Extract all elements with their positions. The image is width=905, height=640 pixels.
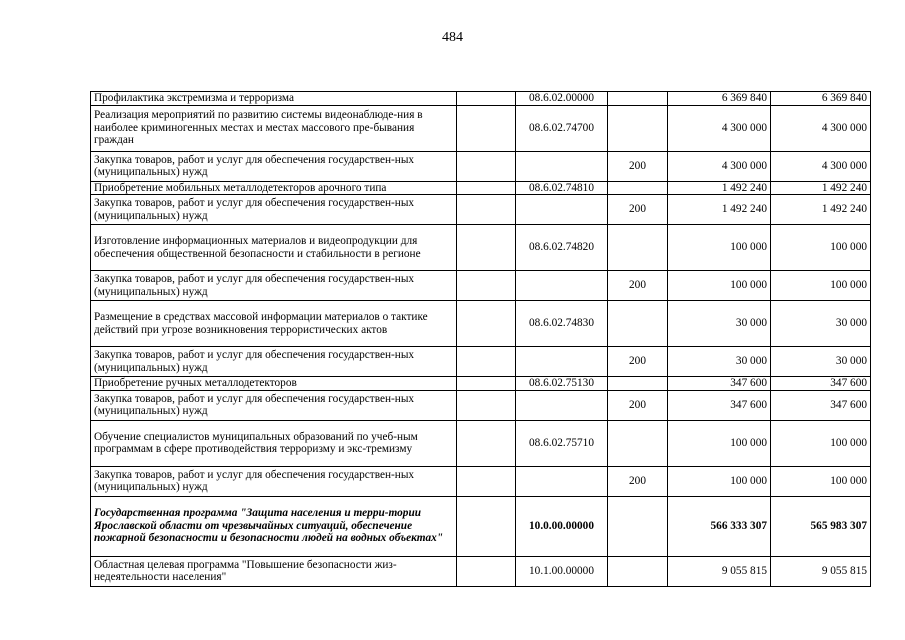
row-expense-type (608, 301, 668, 347)
table-row (91, 92, 871, 106)
row-empty (457, 390, 516, 420)
row-empty (457, 556, 516, 586)
row-name: Областная целевая программа "Повышение безопасности жиз-недеятельности населения" (91, 556, 457, 586)
table-row (91, 390, 871, 420)
row-amount-2: 9 055 815 (771, 556, 871, 586)
table-row (91, 301, 871, 347)
row-name: Обучение специалистов муниципальных образований по учеб-ным программам в сфере противодействия терроризму и экс-тремизму (91, 420, 457, 466)
row-empty (457, 496, 516, 556)
page-number: 484 (442, 30, 463, 45)
row-amount-1: 100 000 (668, 466, 771, 496)
table-row (91, 181, 871, 195)
row-code: 08.6.02.74700 (516, 105, 608, 151)
row-amount-2: 100 000 (771, 466, 871, 496)
row-empty (457, 181, 516, 195)
row-amount-2: 347 600 (771, 390, 871, 420)
row-empty (457, 420, 516, 466)
row-amount-1: 6 369 840 (668, 92, 771, 106)
row-empty (457, 92, 516, 106)
row-amount-1: 566 333 307 (668, 496, 771, 556)
row-code: 10.1.00.00000 (516, 556, 608, 586)
row-amount-1: 347 600 (668, 390, 771, 420)
row-code: 08.6.02.74830 (516, 301, 608, 347)
row-expense-type (608, 105, 668, 151)
row-name: Профилактика экстремизма и терроризма (91, 92, 457, 106)
row-empty (457, 301, 516, 347)
row-amount-2: 1 492 240 (771, 195, 871, 225)
budget-table (90, 91, 871, 587)
row-name: Изготовление информационных материалов и видеопродукции для обеспечения общественной безопасности и стабильности в регионе (91, 225, 457, 271)
table-row (91, 151, 871, 181)
row-name: Закупка товаров, работ и услуг для обеспечения государствен-ных (муниципальных) нужд (91, 347, 457, 377)
row-expense-type: 200 (608, 390, 668, 420)
row-amount-1: 30 000 (668, 347, 771, 377)
table-row (91, 377, 871, 391)
row-code: 08.6.02.75130 (516, 377, 608, 391)
row-empty (457, 195, 516, 225)
row-code: 08.6.02.74820 (516, 225, 608, 271)
row-name: Закупка товаров, работ и услуг для обеспечения государствен-ных (муниципальных) нужд (91, 271, 457, 301)
table-row (91, 420, 871, 466)
row-amount-1: 30 000 (668, 301, 771, 347)
row-amount-2: 4 300 000 (771, 151, 871, 181)
row-expense-type (608, 181, 668, 195)
row-code (516, 195, 608, 225)
row-name: Приобретение ручных металлодетекторов (91, 377, 457, 391)
row-expense-type (608, 225, 668, 271)
row-code: 08.6.02.74810 (516, 181, 608, 195)
row-name: Закупка товаров, работ и услуг для обеспечения государствен-ных (муниципальных) нужд (91, 195, 457, 225)
row-code: 10.0.00.00000 (516, 496, 608, 556)
row-amount-1: 100 000 (668, 225, 771, 271)
row-amount-2: 30 000 (771, 301, 871, 347)
row-expense-type (608, 92, 668, 106)
table-row (91, 105, 871, 151)
row-amount-2: 347 600 (771, 377, 871, 391)
row-amount-2: 4 300 000 (771, 105, 871, 151)
row-amount-1: 100 000 (668, 271, 771, 301)
row-empty (457, 105, 516, 151)
row-amount-2: 100 000 (771, 271, 871, 301)
row-amount-1: 4 300 000 (668, 151, 771, 181)
row-empty (457, 377, 516, 391)
row-expense-type: 200 (608, 271, 668, 301)
row-empty (457, 271, 516, 301)
row-amount-1: 4 300 000 (668, 105, 771, 151)
table-row (91, 225, 871, 271)
row-empty (457, 466, 516, 496)
row-name: Закупка товаров, работ и услуг для обеспечения государствен-ных (муниципальных) нужд (91, 390, 457, 420)
row-expense-type: 200 (608, 151, 668, 181)
row-name: Реализация мероприятий по развитию системы видеонаблюде-ния в наиболее криминогенных местах и местах массового пре-бывания граждан (91, 105, 457, 151)
row-amount-2: 30 000 (771, 347, 871, 377)
row-empty (457, 347, 516, 377)
row-amount-1: 100 000 (668, 420, 771, 466)
row-code (516, 466, 608, 496)
row-name: Закупка товаров, работ и услуг для обеспечения государствен-ных (муниципальных) нужд (91, 151, 457, 181)
row-amount-2: 100 000 (771, 225, 871, 271)
table-row (91, 466, 871, 496)
row-amount-2: 565 983 307 (771, 496, 871, 556)
row-amount-2: 100 000 (771, 420, 871, 466)
row-empty (457, 225, 516, 271)
row-name: Государственная программа "Защита населения и терри-тории Ярославской области от чрезвычайных ситуаций, обеспечение пожарной безопасности и безопасности людей на водных объектах" (91, 496, 457, 556)
row-code (516, 271, 608, 301)
row-expense-type: 200 (608, 466, 668, 496)
table-row (91, 271, 871, 301)
table-row (91, 556, 871, 586)
row-amount-1: 347 600 (668, 377, 771, 391)
row-expense-type (608, 420, 668, 466)
row-expense-type (608, 377, 668, 391)
row-name: Закупка товаров, работ и услуг для обеспечения государствен-ных (муниципальных) нужд (91, 466, 457, 496)
row-expense-type: 200 (608, 195, 668, 225)
row-amount-1: 9 055 815 (668, 556, 771, 586)
row-code: 08.6.02.00000 (516, 92, 608, 106)
row-amount-1: 1 492 240 (668, 195, 771, 225)
row-empty (457, 151, 516, 181)
row-amount-1: 1 492 240 (668, 181, 771, 195)
table-row (91, 496, 871, 556)
row-code (516, 151, 608, 181)
row-code (516, 347, 608, 377)
row-expense-type: 200 (608, 347, 668, 377)
row-name: Размещение в средствах массовой информации материалов о тактике действий при угрозе возникновения террористических актов (91, 301, 457, 347)
row-code: 08.6.02.75710 (516, 420, 608, 466)
row-amount-2: 1 492 240 (771, 181, 871, 195)
row-name: Приобретение мобильных металлодетекторов арочного типа (91, 181, 457, 195)
row-amount-2: 6 369 840 (771, 92, 871, 106)
row-expense-type (608, 496, 668, 556)
row-code (516, 390, 608, 420)
table-row (91, 347, 871, 377)
table-row (91, 195, 871, 225)
row-expense-type (608, 556, 668, 586)
